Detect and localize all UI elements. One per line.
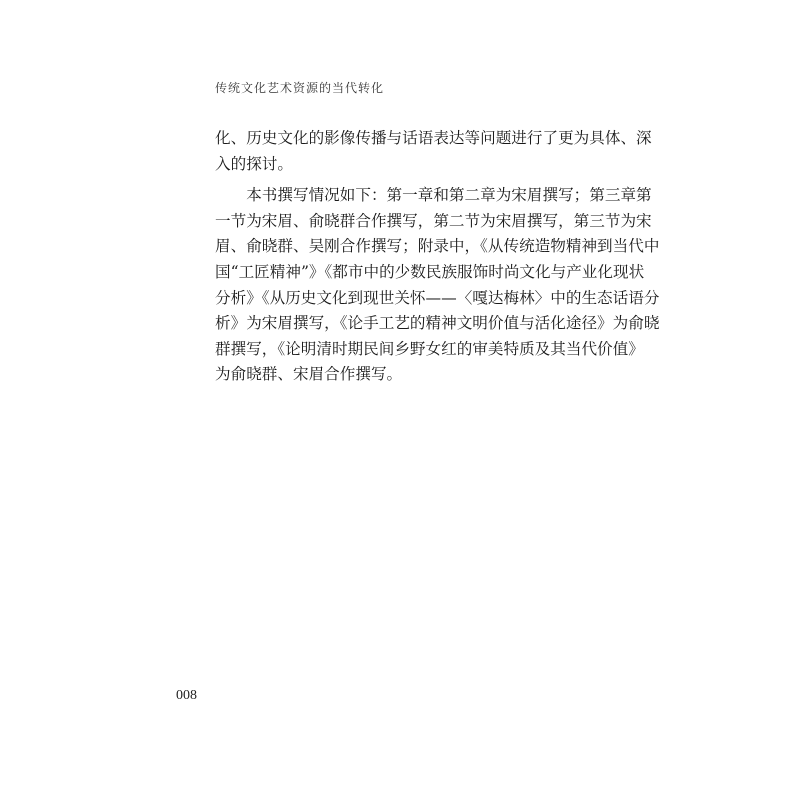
running-header: 传统文化艺术资源的当代转化 — [215, 81, 385, 95]
body-text — [215, 126, 660, 388]
text-line: 析》为宋眉撰写，《论手工艺的精神文明价值与活化途径》为俞晓 — [215, 314, 660, 333]
text-line: 眉、俞晓群、吴刚合作撰写；附录中，《从传统造物精神到当代中 — [215, 237, 660, 256]
text-line: 入的探讨。 — [215, 154, 293, 173]
text-line: 为俞晓群、宋眉合作撰写。 — [215, 365, 403, 384]
text-line: 群撰写，《论明清时期民间乡野女红的审美特质及其当代价值》 — [215, 339, 644, 358]
text-line: 化、历史文化的影像传播与话语表达等问题进行了更为具体、深 — [215, 129, 652, 147]
text-line: 国“工匠精神”》《都市中的少数民族服饰时尚文化与产业化现状 — [215, 262, 645, 281]
paragraph-2 — [215, 183, 660, 388]
text-line: 本书撰写情况如下：第一章和第二章为宋眉撰写；第三章第 — [215, 186, 652, 205]
paragraph-1 — [215, 126, 652, 177]
text-line: 一节为宋眉、俞晓群合作撰写，第二节为宋眉撰写，第三节为宋 — [215, 211, 652, 230]
page-number: 008 — [176, 688, 197, 703]
text-line: 分析》《从历史文化到现世关怀——〈嘎达梅林〉中的生态话语分 — [215, 288, 660, 307]
